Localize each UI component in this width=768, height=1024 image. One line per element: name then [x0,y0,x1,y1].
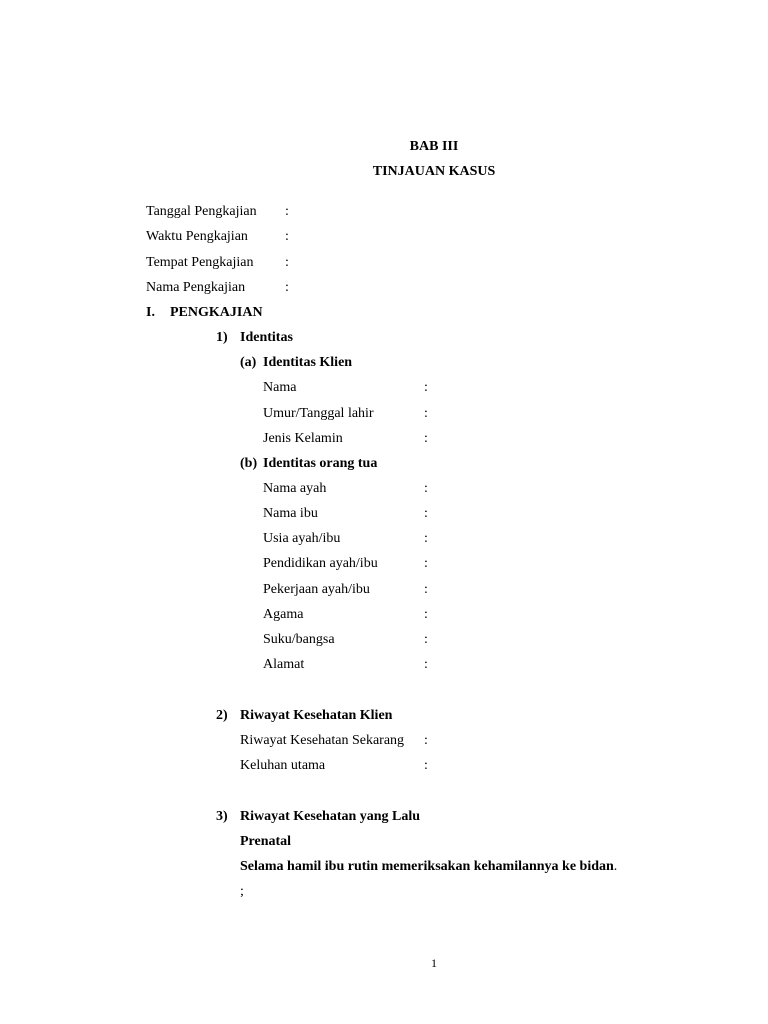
field-colon: : [424,607,428,622]
field-colon: : [285,229,289,244]
subsection-title: Riwayat Kesehatan yang Lalu [240,809,421,824]
page-number: 1 [431,956,437,970]
sentence-period: . [613,859,618,874]
field-label: Keluhan utama [240,758,326,773]
field-label: Nama [263,380,297,395]
subsection-number: 2) [216,708,228,723]
field-colon: : [424,758,428,773]
prenatal-sentence-text: Selama hamil ibu rutin memeriksakan kehamilannya ke bidan [240,859,614,874]
field-label: Nama ayah [263,481,327,496]
field-label: Pekerjaan ayah/ibu [263,582,370,597]
chapter-title: TINJAUAN KASUS [372,164,496,179]
subsection-number: 3) [216,809,228,824]
field-colon: : [285,204,289,219]
item-title: Identitas orang tua [263,456,378,471]
field-colon: : [424,657,428,672]
field-label: Waktu Pengkajian [146,229,248,244]
field-colon: : [285,255,289,270]
field-label: Pendidikan ayah/ibu [263,556,378,571]
field-label: Nama Pengkajian [146,280,246,295]
prenatal-heading: Prenatal [240,834,292,849]
subsection-title: Identitas [240,330,293,345]
field-label: Usia ayah/ibu [263,531,341,546]
field-colon: : [424,506,428,521]
field-colon: : [424,531,428,546]
section-number: I. [146,305,155,320]
chapter-heading: BAB III [409,139,459,154]
trailing-semicolon: ; [240,884,244,899]
field-colon: : [424,582,428,597]
field-colon: : [424,632,428,647]
item-marker: (a) [240,355,257,370]
subsection-title: Riwayat Kesehatan Klien [240,708,393,723]
field-colon: : [285,280,289,295]
field-label: Jenis Kelamin [263,431,343,446]
field-colon: : [424,406,428,421]
field-colon: : [424,431,428,446]
subsection-number: 1) [216,330,228,345]
field-label: Umur/Tanggal lahir [263,406,374,421]
prenatal-sentence [240,860,617,874]
field-colon: : [424,380,428,395]
field-label: Tanggal Pengkajian [146,204,257,219]
item-marker: (b) [240,456,258,471]
field-colon: : [424,481,428,496]
field-label: Riwayat Kesehatan Sekarang [240,733,405,748]
field-label: Suku/bangsa [263,632,335,647]
field-label: Nama ibu [263,506,318,521]
section-title: PENGKAJIAN [170,305,263,320]
item-title: Identitas Klien [263,355,353,370]
field-label: Agama [263,607,304,622]
field-label: Tempat Pengkajian [146,255,254,270]
field-colon: : [424,556,428,571]
field-colon: : [424,733,428,748]
field-label: Alamat [263,657,305,672]
